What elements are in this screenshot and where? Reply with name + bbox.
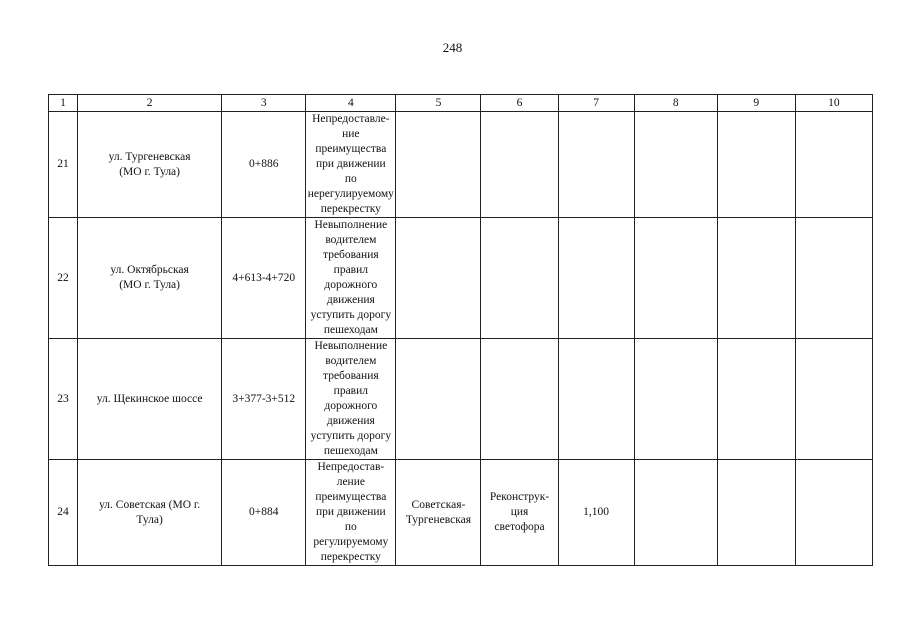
header-cell: 6	[481, 95, 558, 112]
row-number: 24	[49, 460, 78, 566]
header-cell: 10	[795, 95, 872, 112]
street-name: ул. Октябрьская (МО г. Тула)	[78, 218, 222, 339]
cell-col7	[558, 112, 634, 218]
cell-col5	[396, 112, 481, 218]
cell-col9	[717, 112, 795, 218]
header-cell: 1	[49, 95, 78, 112]
table-row	[49, 112, 873, 218]
cell-col7	[558, 218, 634, 339]
cell-col7	[558, 339, 634, 460]
cell-col8	[634, 112, 717, 218]
header-cell: 8	[634, 95, 717, 112]
street-name: ул. Тургеневская (МО г. Тула)	[78, 112, 222, 218]
table-row	[49, 460, 873, 566]
cell-col8	[634, 460, 717, 566]
row-number: 22	[49, 218, 78, 339]
header-row	[49, 95, 873, 112]
cell-col6	[481, 112, 558, 218]
cell-col9	[717, 460, 795, 566]
violation-text: Невыполнение водителем требования правил дорожного движения уступить дорогу пешеходам	[306, 218, 396, 339]
cell-col6	[481, 218, 558, 339]
header-cell: 9	[717, 95, 795, 112]
km-location: 0+884	[222, 460, 306, 566]
data-table	[48, 94, 873, 566]
street-name: ул. Щекинское шоссе	[78, 339, 222, 460]
violation-text: Невыполнение водителем требования правил дорожного движения уступить дорогу пешеходам	[306, 339, 396, 460]
cell-col8	[634, 339, 717, 460]
street-name: ул. Советская (МО г. Тула)	[78, 460, 222, 566]
cell-col10	[795, 218, 872, 339]
table-row	[49, 339, 873, 460]
header-cell: 2	[78, 95, 222, 112]
page-number: 248	[442, 40, 463, 55]
cell-col6	[481, 339, 558, 460]
header-cell: 5	[396, 95, 481, 112]
cell-col10	[795, 460, 872, 566]
cell-col9	[717, 339, 795, 460]
table-row	[49, 218, 873, 339]
violation-text: Непредоставле- ние преимущества при движении по нерегулируемому перекрестку	[306, 112, 396, 218]
row-number: 21	[49, 112, 78, 218]
km-location: 4+613-4+720	[222, 218, 306, 339]
cell-col5	[396, 218, 481, 339]
km-location: 3+377-3+512	[222, 339, 306, 460]
cell-col6: Реконструк- ция светофора	[481, 460, 558, 566]
cell-col5: Советская- Тургеневская	[396, 460, 481, 566]
header-cell: 7	[558, 95, 634, 112]
cell-col8	[634, 218, 717, 339]
cell-col9	[717, 218, 795, 339]
cell-col7: 1,100	[558, 460, 634, 566]
cell-col10	[795, 339, 872, 460]
cell-col5	[396, 339, 481, 460]
violation-text: Непредостав- ление преимущества при движении по регулируемому перекрестку	[306, 460, 396, 566]
header-cell: 3	[222, 95, 306, 112]
km-location: 0+886	[222, 112, 306, 218]
header-cell: 4	[306, 95, 396, 112]
row-number: 23	[49, 339, 78, 460]
cell-col10	[795, 112, 872, 218]
